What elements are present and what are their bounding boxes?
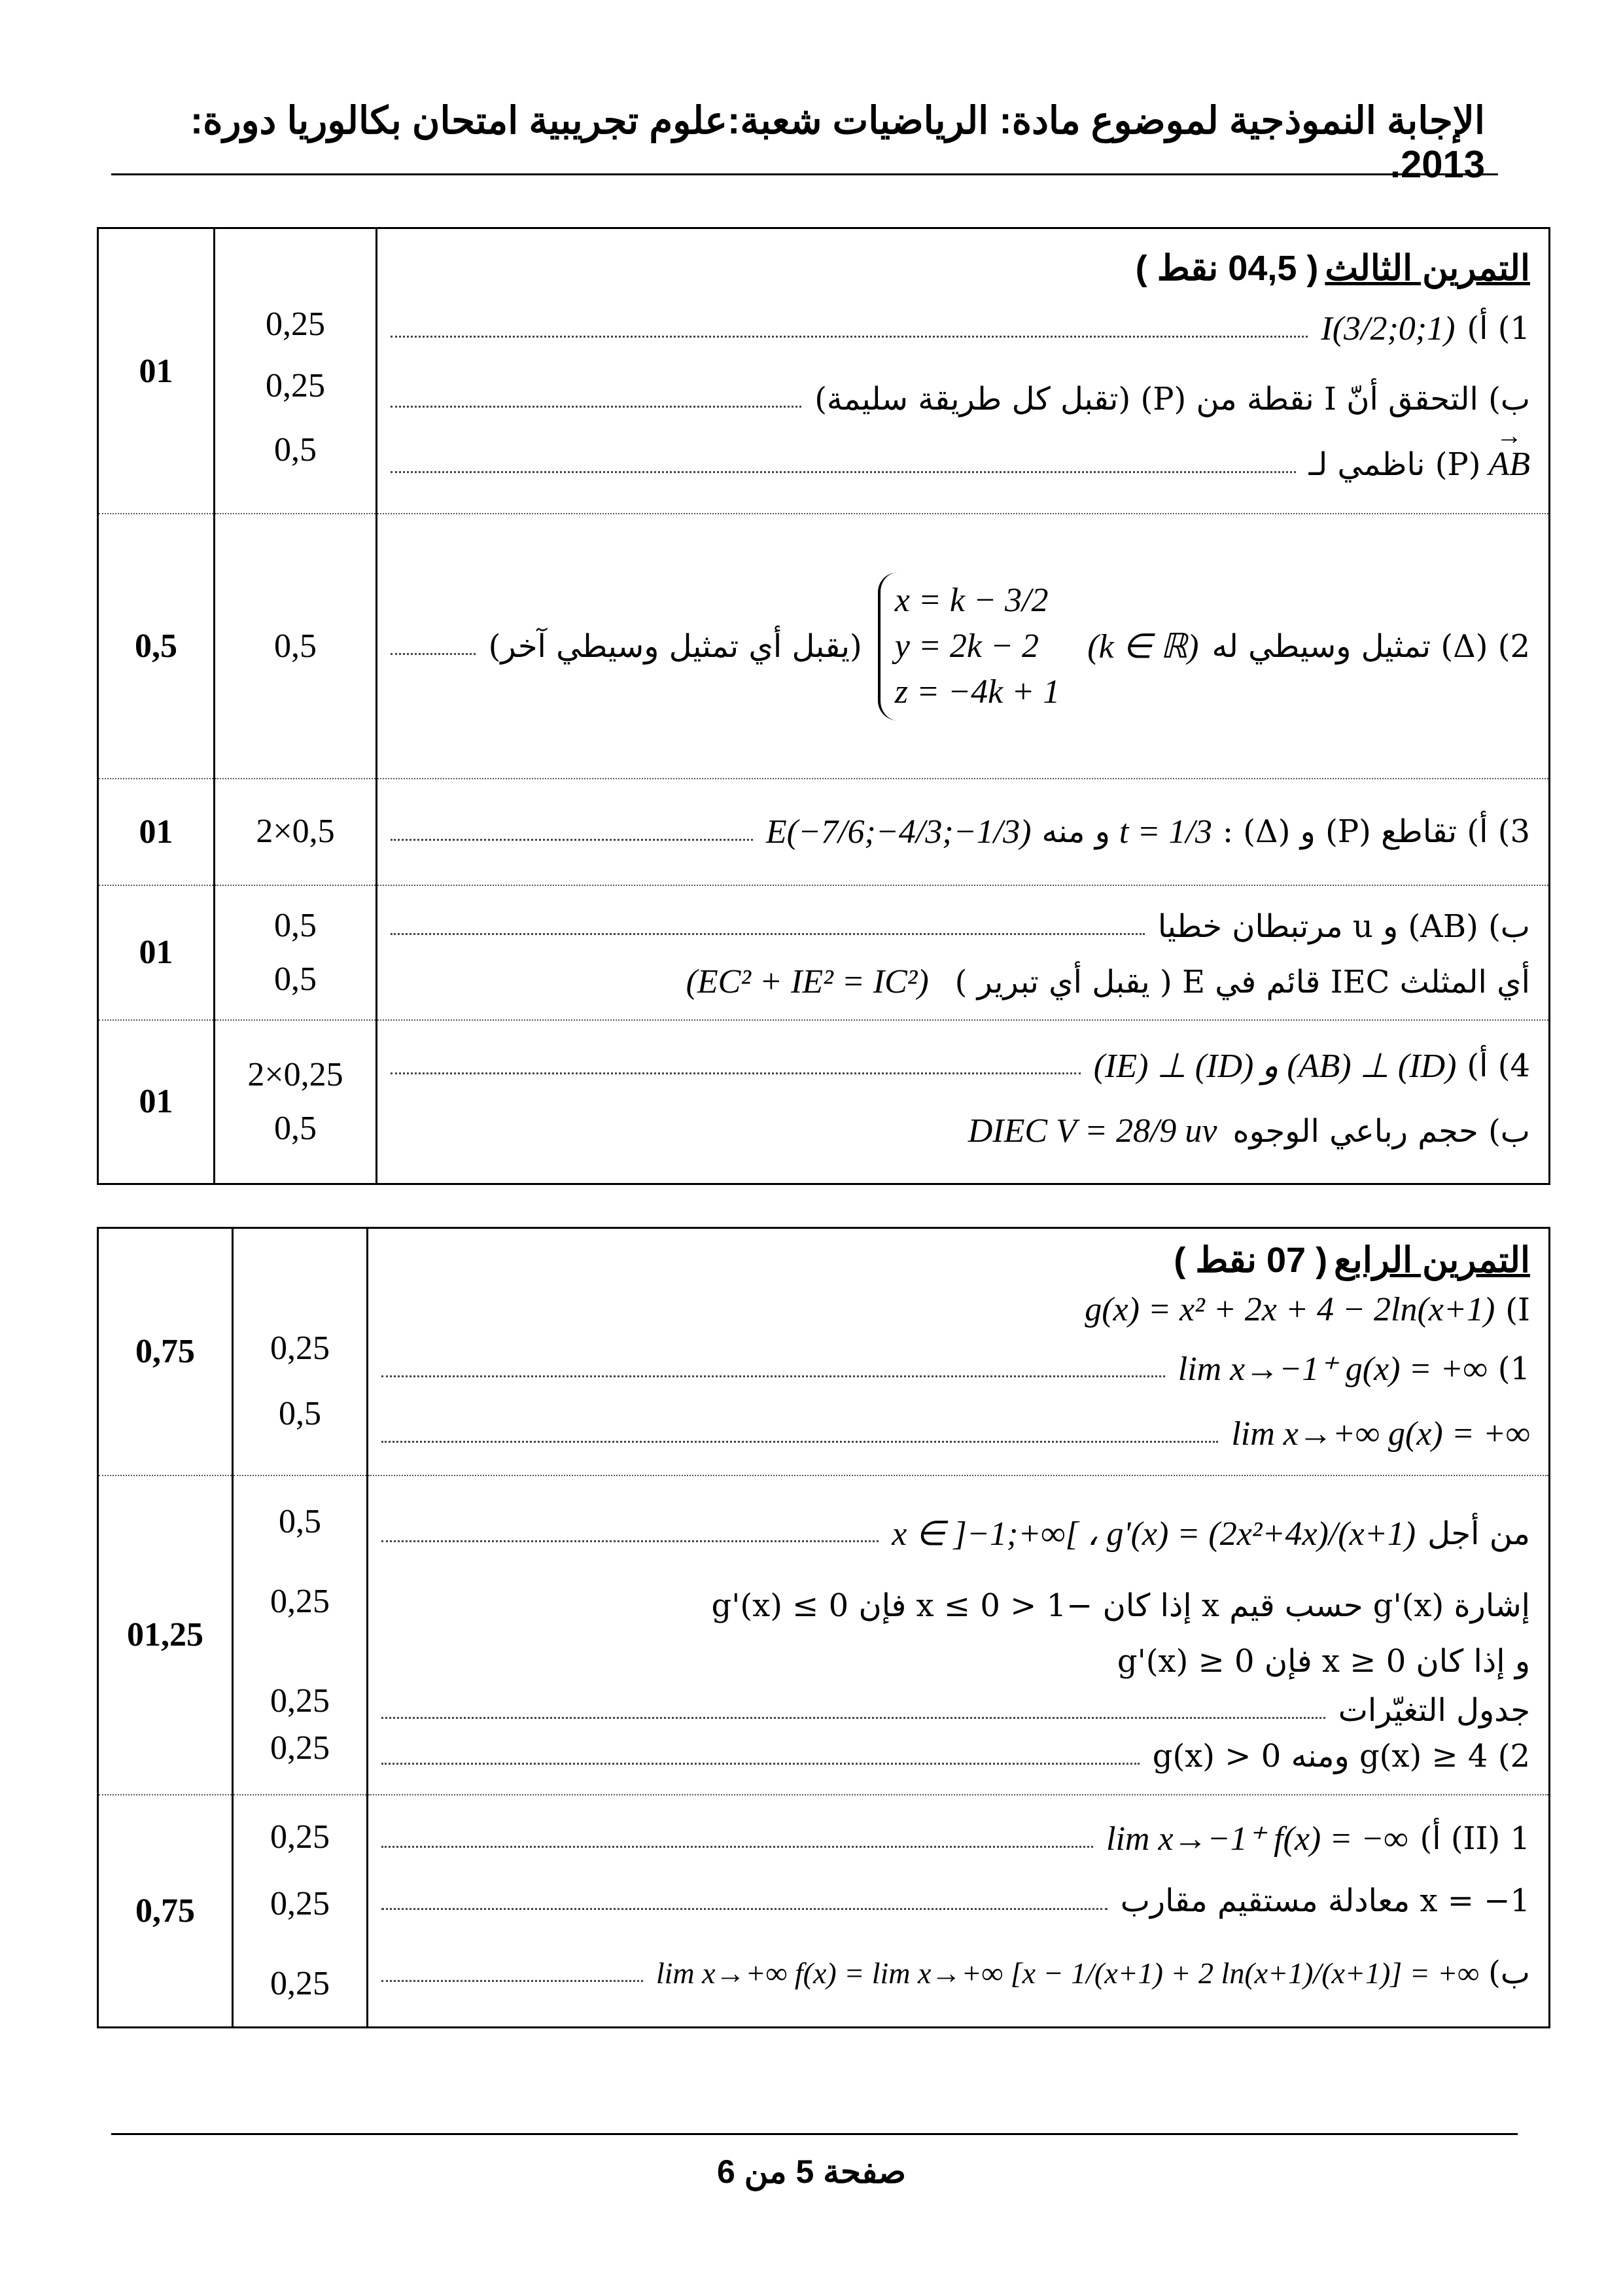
row-point-breakdown — [233, 1475, 368, 1795]
row-point-breakdown — [215, 228, 377, 514]
answer-text: x = −1 معادلة مستقيم مقارب — [1120, 1882, 1530, 1920]
math-expression: DIEC V = 28/9 uv — [968, 1112, 1217, 1150]
math-expression: (EC² + IE² = IC²) — [686, 963, 929, 1001]
dot-leader — [391, 406, 801, 408]
limit-expression: lim x→−1⁺ g(x) = +∞ — [1178, 1350, 1488, 1388]
exercise-points: ( 07 نقط ) — [1174, 1241, 1328, 1280]
answer-cell — [377, 885, 1550, 1020]
page-header-title: الإجابة النموذجية لموضوع مادة: الرياضيات شعبة:علوم تجريبية امتحان بكالوريا دورة: 2013. — [190, 99, 1485, 186]
table-row — [98, 885, 1550, 1020]
row-point-breakdown — [233, 1795, 368, 2028]
answer-text: إشارة g'(x) حسب قيم x إذا كان −1 < x ≤ 0 فإن g'(x) ≤ 0 — [711, 1587, 1530, 1624]
point-value: 0,5 — [274, 627, 317, 665]
point-value: 0,25 — [270, 1329, 330, 1367]
answer-cell — [368, 1228, 1550, 1475]
exercise-3-table — [97, 227, 1550, 1185]
exercise-title: التمرين الثالث — [1325, 249, 1530, 289]
row-total-score: 0,75 — [98, 1795, 233, 2028]
point-value: 0,25 — [270, 1729, 330, 1767]
system-equation: z = −4k + 1 — [894, 673, 1060, 711]
dot-leader — [381, 1763, 1140, 1765]
point-value: 0,5 — [274, 1109, 317, 1147]
answer-cell — [368, 1475, 1550, 1795]
answer-text: جدول التغيّرات — [1338, 1691, 1530, 1729]
point-value: 0,25 — [270, 1885, 330, 1923]
row-point-breakdown — [215, 514, 377, 779]
row-total-score: 0,5 — [98, 514, 215, 779]
row-point-breakdown — [215, 885, 377, 1020]
question-label: II) 1) أ) — [1420, 1820, 1530, 1858]
table-row — [98, 1795, 1550, 2028]
row-point-breakdown — [215, 779, 377, 885]
system-equation: x = k − 3/2 — [894, 581, 1049, 619]
point-value: 0,25 — [270, 1582, 330, 1620]
point-value: 0,25 — [270, 1965, 330, 2003]
answer-cell — [377, 1020, 1550, 1184]
dot-leader — [381, 1375, 1165, 1377]
answer-cell — [377, 228, 1550, 514]
point-value: 2×0,5 — [256, 813, 335, 851]
row-total-score: 01 — [98, 779, 215, 885]
question-label: ب) — [1488, 1954, 1530, 1992]
answer-text: أي المثلث IEC قائم في E ( يقبل أي تبرير ) — [954, 963, 1530, 1000]
question-label: 3) أ) تقاطع (P) و (Δ) : — [1222, 813, 1530, 851]
answer-text: (P) ناظمي لـ — [1308, 446, 1481, 483]
exercise-title: التمرين الرابع — [1334, 1241, 1530, 1280]
point-value: 0,5 — [274, 431, 317, 469]
exercise-4-table — [97, 1227, 1550, 2028]
dot-leader — [381, 1846, 1093, 1848]
answer-cell — [368, 1795, 1550, 2028]
point-value: 0,5 — [279, 1502, 321, 1540]
table-row — [98, 779, 1550, 885]
question-label: 4) أ) — [1467, 1047, 1530, 1084]
dot-leader — [381, 1441, 1218, 1443]
page-number: صفحة 5 من 6 — [717, 2153, 906, 2190]
answer-text: و إذا كان x ≥ 0 فإن g'(x) ≥ 0 — [1117, 1642, 1530, 1680]
vector-ab: → AB — [1488, 445, 1530, 484]
answer-text: ب) (AB) و u مرتبطان خطيا — [1157, 908, 1530, 945]
point-value: 0,5 — [274, 906, 317, 944]
parameter-domain: (k ∈ ℝ) — [1087, 627, 1199, 665]
answer-cell — [377, 514, 1550, 779]
parametric-system — [878, 573, 1075, 721]
row-total-score: 01 — [98, 228, 215, 514]
point-e: E(−7/6;−4/3;−1/3) — [765, 813, 1032, 851]
row-total-score: 0,75 — [98, 1228, 233, 1475]
header-rule — [111, 173, 1498, 175]
table-row — [98, 1228, 1550, 1475]
dot-leader — [391, 1072, 1081, 1074]
point-value: 0,5 — [274, 960, 317, 998]
dot-leader — [391, 933, 1145, 935]
answer-text: من أجل — [1427, 1515, 1530, 1552]
limit-expression: lim x→−1⁺ f(x) = −∞ — [1106, 1820, 1408, 1858]
dot-leader — [381, 1908, 1108, 1910]
row-total-score: 01 — [98, 885, 215, 1020]
math-expression: t = 1/3 — [1119, 813, 1212, 851]
table-row — [98, 1475, 1550, 1795]
answer-cell — [377, 779, 1550, 885]
point-value: 0,25 — [266, 306, 325, 344]
dot-leader — [391, 336, 1308, 338]
question-label: 1) — [1497, 1350, 1530, 1387]
answer-text: ب) حجم رباعي الوجوه — [1232, 1112, 1530, 1150]
row-point-breakdown — [233, 1228, 368, 1475]
question-label: 1) أ) — [1467, 310, 1530, 347]
dot-leader — [381, 1980, 643, 1982]
point-value: 0,25 — [266, 367, 325, 405]
row-total-score: 01,25 — [98, 1475, 233, 1795]
system-equation: y = 2k − 2 — [894, 627, 1039, 665]
exercise-points: ( 04,5 نقط ) — [1135, 249, 1319, 289]
table-row — [98, 228, 1550, 514]
row-point-breakdown — [215, 1020, 377, 1184]
table-row — [98, 514, 1550, 779]
point-value: 0,25 — [270, 1682, 330, 1720]
dot-leader — [381, 1717, 1325, 1719]
point-value: 0,25 — [270, 1818, 330, 1856]
answer-note: (يقبل أي تمثيل وسيطي آخر) — [488, 627, 862, 665]
answer-text: ب) التحقق أنّ I نقطة من (P) (تقبل كل طريقة سليمة) — [814, 380, 1530, 417]
dot-leader — [391, 471, 1296, 473]
limit-expression: lim x→+∞ f(x) = lim x→+∞ [x − 1/(x+1) + 2 ln(x+1)/(x+1)] = +∞ — [655, 1956, 1480, 1990]
question-label: I) — [1505, 1291, 1530, 1328]
dot-leader — [381, 1540, 879, 1542]
table-row — [98, 1020, 1550, 1184]
function-definition: g(x) = x² + 2x + 4 − 2ln(x+1) — [1085, 1291, 1495, 1329]
math-expression: I(3/2;0;1) — [1321, 309, 1456, 347]
row-total-score: 01 — [98, 1020, 215, 1184]
point-value: 0,5 — [279, 1394, 321, 1432]
answer-text: 2) g(x) ≥ 4 ومنه g(x) > 0 — [1152, 1737, 1530, 1775]
derivative-expression: x ∈ ]−1;+∞[ ، g'(x) = (2x²+4x)/(x+1) — [892, 1515, 1416, 1553]
math-expression: (ID) ⊥ (AB) و (ID) ⊥ (IE) — [1093, 1047, 1457, 1085]
point-value: 2×0,25 — [247, 1055, 343, 1093]
dot-leader — [391, 839, 753, 841]
limit-expression: lim x→+∞ g(x) = +∞ — [1231, 1415, 1530, 1453]
connector-text: و منه — [1041, 813, 1110, 851]
dot-leader — [391, 653, 476, 655]
footer-rule — [111, 2133, 1518, 2135]
question-label: 2) (Δ) تمثيل وسيطي له — [1212, 627, 1530, 665]
